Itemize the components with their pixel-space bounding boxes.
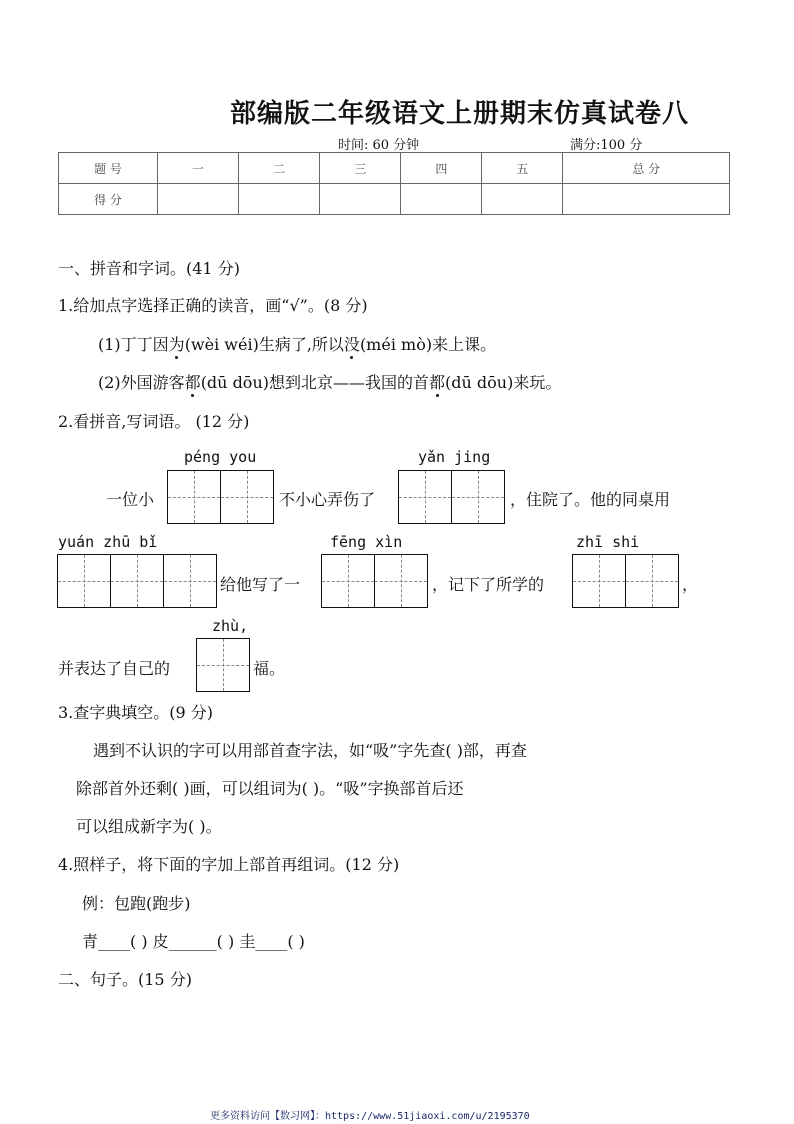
q1-1-text-c: (méi mò)来上课。 xyxy=(359,335,497,354)
question-2: 2.看拼音,写词语。 (12 分) xyxy=(58,412,250,431)
q2-text-2: 不小心弄伤了 xyxy=(279,490,376,509)
writing-grid-zhishi[interactable] xyxy=(572,554,679,608)
q2-text-6: ， xyxy=(682,575,699,594)
header-cell: 题 号 xyxy=(59,153,158,184)
header-cell: 二 xyxy=(239,153,320,184)
q1-1-text-a: (1)丁丁因 xyxy=(98,335,169,354)
score-table-score-row xyxy=(59,184,730,215)
page-title: 部编版二年级语文上册期末仿真试卷八 xyxy=(230,99,690,129)
exam-time: 时间: 60 分钟 xyxy=(338,138,420,153)
writing-grid-zhu[interactable] xyxy=(196,638,250,692)
writing-grid-pengyou[interactable] xyxy=(167,470,274,524)
score-cell[interactable] xyxy=(320,184,401,215)
q2-text-4: 给他写了一 xyxy=(220,575,301,594)
question-4-example: 例：包跑(跑步) xyxy=(82,894,191,913)
question-3-line-3: 可以组成新字为( )。 xyxy=(76,817,222,836)
q2-text-7: 并表达了自己的 xyxy=(58,659,171,678)
q1-1-text-b: (wèi wéi)生病了,所以 xyxy=(184,335,344,354)
writing-grid-yuanzhubi[interactable] xyxy=(57,554,217,608)
question-3: 3.查字典填空。(9 分) xyxy=(58,703,214,722)
dotted-char: 都 xyxy=(184,373,201,392)
row-label: 得 分 xyxy=(59,184,158,215)
header-cell: 五 xyxy=(482,153,563,184)
full-score: 满分:100 分 xyxy=(570,138,643,153)
score-cell[interactable] xyxy=(158,184,239,215)
q1-2-text-b: (dū dōu)想到北京——我国的首 xyxy=(200,373,429,392)
q2-text-1: 一位小 xyxy=(106,490,155,509)
score-cell[interactable] xyxy=(482,184,563,215)
pinyin-zhishi: zhī shi xyxy=(576,533,640,551)
q2-text-3: ，住院了。他的同桌用 xyxy=(510,490,671,509)
dotted-char: 没 xyxy=(343,335,360,354)
header-cell: 一 xyxy=(158,153,239,184)
question-1-1 xyxy=(98,332,496,355)
pinyin-fengxin: fēng xìn xyxy=(330,533,403,551)
pinyin-yuanzhubi: yuán zhū bǐ xyxy=(58,533,158,551)
score-cell[interactable] xyxy=(239,184,320,215)
q2-text-8: 福。 xyxy=(253,659,286,678)
section-2-heading: 二、句子。(15 分) xyxy=(58,970,192,989)
question-4-blanks: 青____( ) 皮______( ) 圭____( ) xyxy=(82,932,305,951)
question-1: 1.给加点字选择正确的读音，画“√”。(8 分) xyxy=(58,296,368,315)
writing-grid-yanjing[interactable] xyxy=(398,470,505,524)
header-cell: 三 xyxy=(320,153,401,184)
dotted-char: 都 xyxy=(429,373,446,392)
question-3-line-1: 遇到不认识的字可以用部首查字法，如“吸”字先查( )部，再查 xyxy=(93,741,527,760)
score-cell[interactable] xyxy=(401,184,482,215)
section-1-heading: 一、拼音和字词。(41 分) xyxy=(58,259,240,278)
header-cell: 总 分 xyxy=(563,153,730,184)
q2-text-5: ，记下了所学的 xyxy=(432,575,545,594)
pinyin-yanjing: yǎn jing xyxy=(418,448,491,466)
q1-2-text-a: (2)外国游客 xyxy=(98,373,185,392)
pinyin-pengyou: péng you xyxy=(184,448,257,466)
score-table xyxy=(58,152,730,215)
score-table-header-row xyxy=(59,153,730,184)
writing-grid-fengxin[interactable] xyxy=(321,554,428,608)
q1-2-text-c: (dū dōu)来玩。 xyxy=(445,373,562,392)
header-cell: 四 xyxy=(401,153,482,184)
question-1-2 xyxy=(98,370,561,393)
question-4: 4.照样子，将下面的字加上部首再组词。(12 分) xyxy=(58,855,400,874)
footer-link[interactable]: 更多资料访问【数习网】：https://www.51jiaoxi.com/u/2195370 xyxy=(210,1111,530,1122)
score-cell[interactable] xyxy=(563,184,730,215)
pinyin-zhu: zhù, xyxy=(212,617,249,635)
dotted-char: 为 xyxy=(168,335,185,354)
question-3-line-2: 除部首外还剩( )画，可以组词为( )。“吸”字换部首后还 xyxy=(76,779,464,798)
